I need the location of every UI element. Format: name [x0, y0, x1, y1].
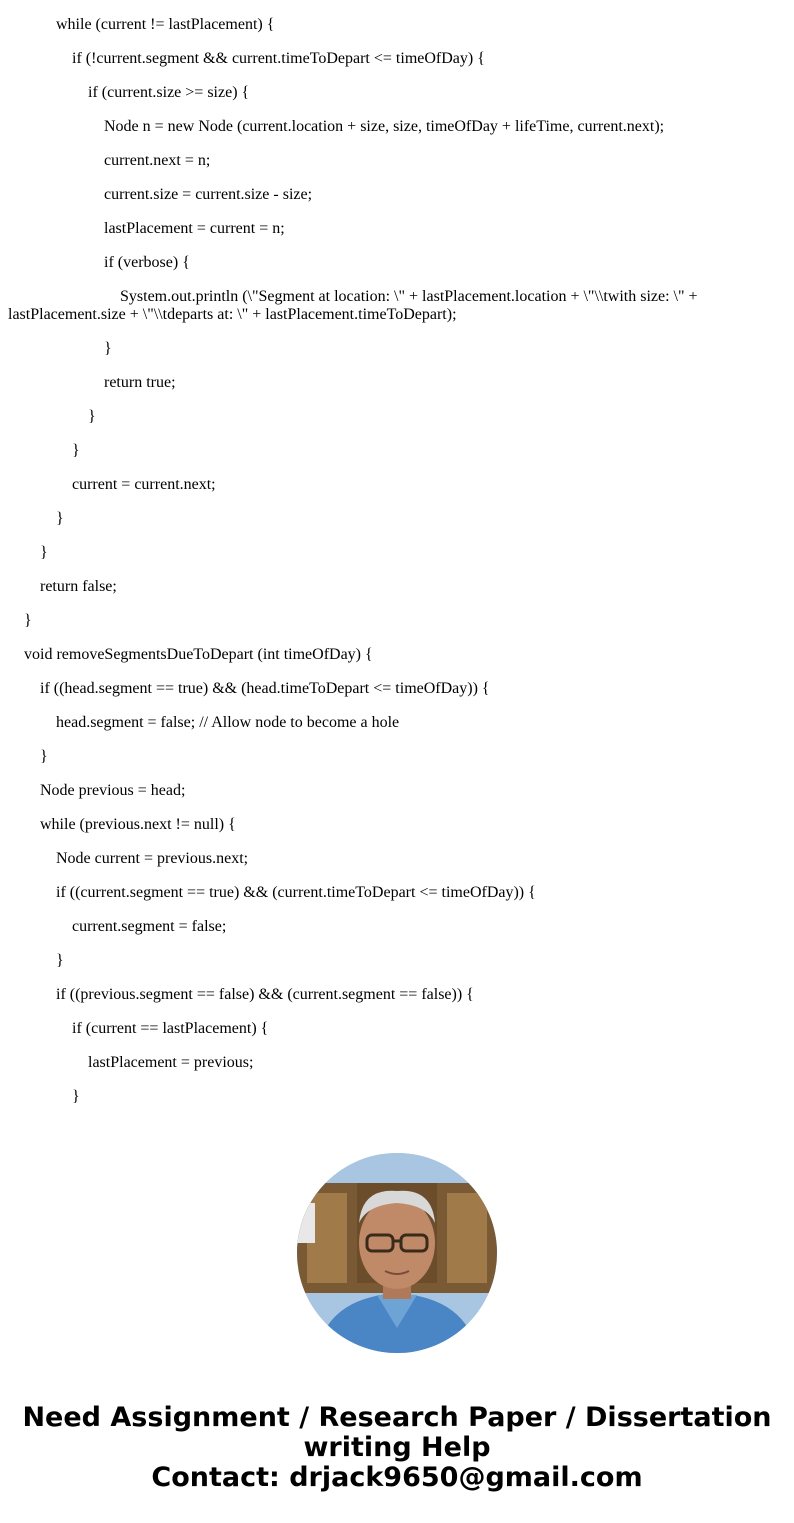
- contact-email: Contact: drjack9650@gmail.com: [151, 1462, 643, 1493]
- banner-line-2: writing Help: [303, 1432, 491, 1463]
- code-line: if (current == lastPlacement) {: [72, 1020, 269, 1037]
- contact-banner: [0, 1403, 794, 1493]
- portrait-icon: [297, 1153, 497, 1353]
- code-line: if (current.size >= size) {: [88, 84, 250, 101]
- code-line: }: [40, 748, 48, 765]
- code-line: void removeSegmentsDueToDepart (int timeOfDay) {: [24, 646, 373, 663]
- avatar: [297, 1153, 497, 1353]
- code-line: }: [56, 510, 64, 527]
- code-line: }: [24, 612, 32, 629]
- code-line: }: [40, 544, 48, 561]
- code-line: current.size = current.size - size;: [104, 186, 313, 203]
- code-line: current.next = n;: [104, 152, 211, 169]
- code-line: while (current != lastPlacement) {: [56, 16, 275, 33]
- code-line: current.segment = false;: [72, 918, 227, 935]
- code-line: Node current = previous.next;: [56, 850, 249, 867]
- code-line: Node n = new Node (current.location + size, size, timeOfDay + lifeTime, current.next);: [104, 118, 665, 135]
- code-line: head.segment = false; // Allow node to become a hole: [56, 714, 400, 731]
- code-line-wrapped: System.out.println (\"Segment at location: \" + lastPlacement.location + \"\\twith size: \" + lastPlacement.size + \"\\tdeparts at: \" + lastPlacement.timeToDepart);: [8, 288, 698, 323]
- code-line: if (verbose) {: [104, 254, 190, 271]
- code-line: if ((head.segment == true) && (head.timeToDepart <= timeOfDay)) {: [40, 680, 490, 697]
- code-line: return true;: [104, 374, 176, 391]
- code-line: }: [104, 340, 112, 357]
- code-line: while (previous.next != null) {: [40, 816, 236, 833]
- code-line: }: [88, 408, 96, 425]
- code-line: return false;: [40, 578, 117, 595]
- code-line: if ((current.segment == true) && (current.timeToDepart <= timeOfDay)) {: [56, 884, 536, 901]
- code-line: lastPlacement = current = n;: [104, 220, 285, 237]
- code-line: if (!current.segment && current.timeToDepart <= timeOfDay) {: [72, 50, 485, 67]
- code-line: current = current.next;: [72, 476, 216, 493]
- code-line: }: [56, 952, 64, 969]
- code-line: Node previous = head;: [40, 782, 186, 799]
- code-line: }: [72, 1088, 80, 1105]
- code-line: }: [72, 442, 80, 459]
- code-line: if ((previous.segment == false) && (current.segment == false)) {: [56, 986, 474, 1003]
- banner-line-1: Need Assignment / Research Paper / Dissertation: [22, 1402, 772, 1433]
- code-line: lastPlacement = previous;: [88, 1054, 254, 1071]
